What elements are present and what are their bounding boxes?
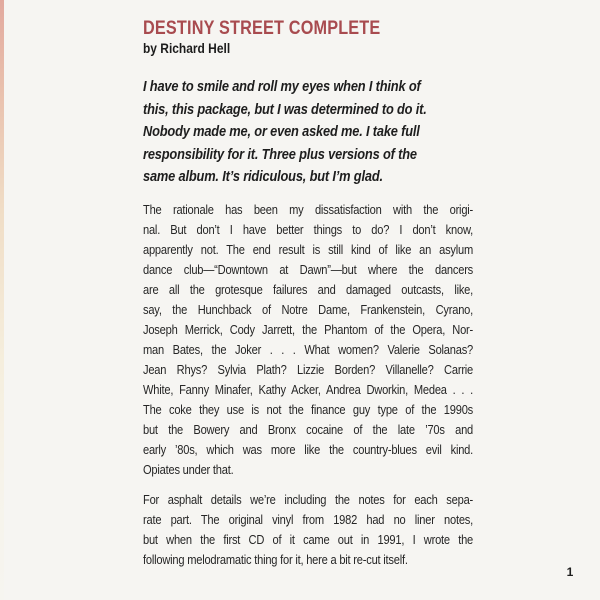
text-line: Opiates under that.	[143, 462, 234, 477]
text-line: say, the Hunchback of Notre Dame, Frankenstein, Cyrano,	[143, 302, 474, 317]
page-title: DESTINY STREET COMPLETE	[143, 18, 381, 39]
text-line: man Bates, the Joker . . . What women? Valerie Solanas?	[143, 342, 474, 357]
text-line: responsibility for it. Three plus versions of the	[143, 145, 417, 163]
text-line: but when the first CD of it came out in 1991, I wrote the	[143, 532, 474, 547]
text-line: Jean Rhys? Sylvia Plath? Lizzie Borden? Villanelle? Carrie	[143, 362, 474, 377]
text-line: early ’80s, which was more like the country-blues evil kind.	[143, 442, 474, 457]
text-line: but the Bowery and Bronx cocaine of the late ’70s and	[143, 422, 474, 437]
text-line: apparently not. The end result is still kind of like an asylum	[143, 242, 474, 257]
text-line: I have to smile and roll my eyes when I think of	[143, 78, 421, 95]
text-line: dance club—“Downtown at Dawn”—but where the dancers	[143, 262, 474, 277]
text-line: this, this package, but I was determined to do it.	[143, 100, 427, 118]
paragraph-rationale	[143, 200, 543, 480]
text-line: The coke they use is not the finance guy type of the 1990s	[143, 402, 474, 417]
text-line: Nobody made me, or even asked me. I take full	[143, 123, 420, 140]
text-line: Joseph Merrick, Cody Jarrett, the Phantom of the Opera, Nor-	[143, 322, 474, 337]
text-line: nal. But don’t I have better things to do? I don’t know,	[143, 222, 474, 237]
intro-paragraph	[143, 76, 543, 189]
text-line: The rationale has been my dissatisfaction with the origi-	[143, 202, 474, 217]
text-line: are all the grotesque failures and damaged outcasts, like,	[143, 282, 474, 297]
page-left-edge	[0, 0, 4, 600]
text-line: following melodramatic thing for it, here a bit re-cut itself.	[143, 552, 408, 567]
page-number: 1	[566, 565, 574, 579]
text-line: rate part. The original vinyl from 1982 had no liner notes,	[143, 512, 474, 527]
text-line: White, Fanny Minafer, Kathy Acker, Andrea Dworkin, Medea . . .	[143, 382, 474, 397]
text-line: For asphalt details we’re including the notes for each sepa-	[143, 492, 474, 507]
text-line: same album. It’s ridiculous, but I’m glad.	[143, 168, 383, 185]
byline: by Richard Hell	[143, 40, 231, 56]
paragraph-liner-notes	[143, 490, 543, 570]
